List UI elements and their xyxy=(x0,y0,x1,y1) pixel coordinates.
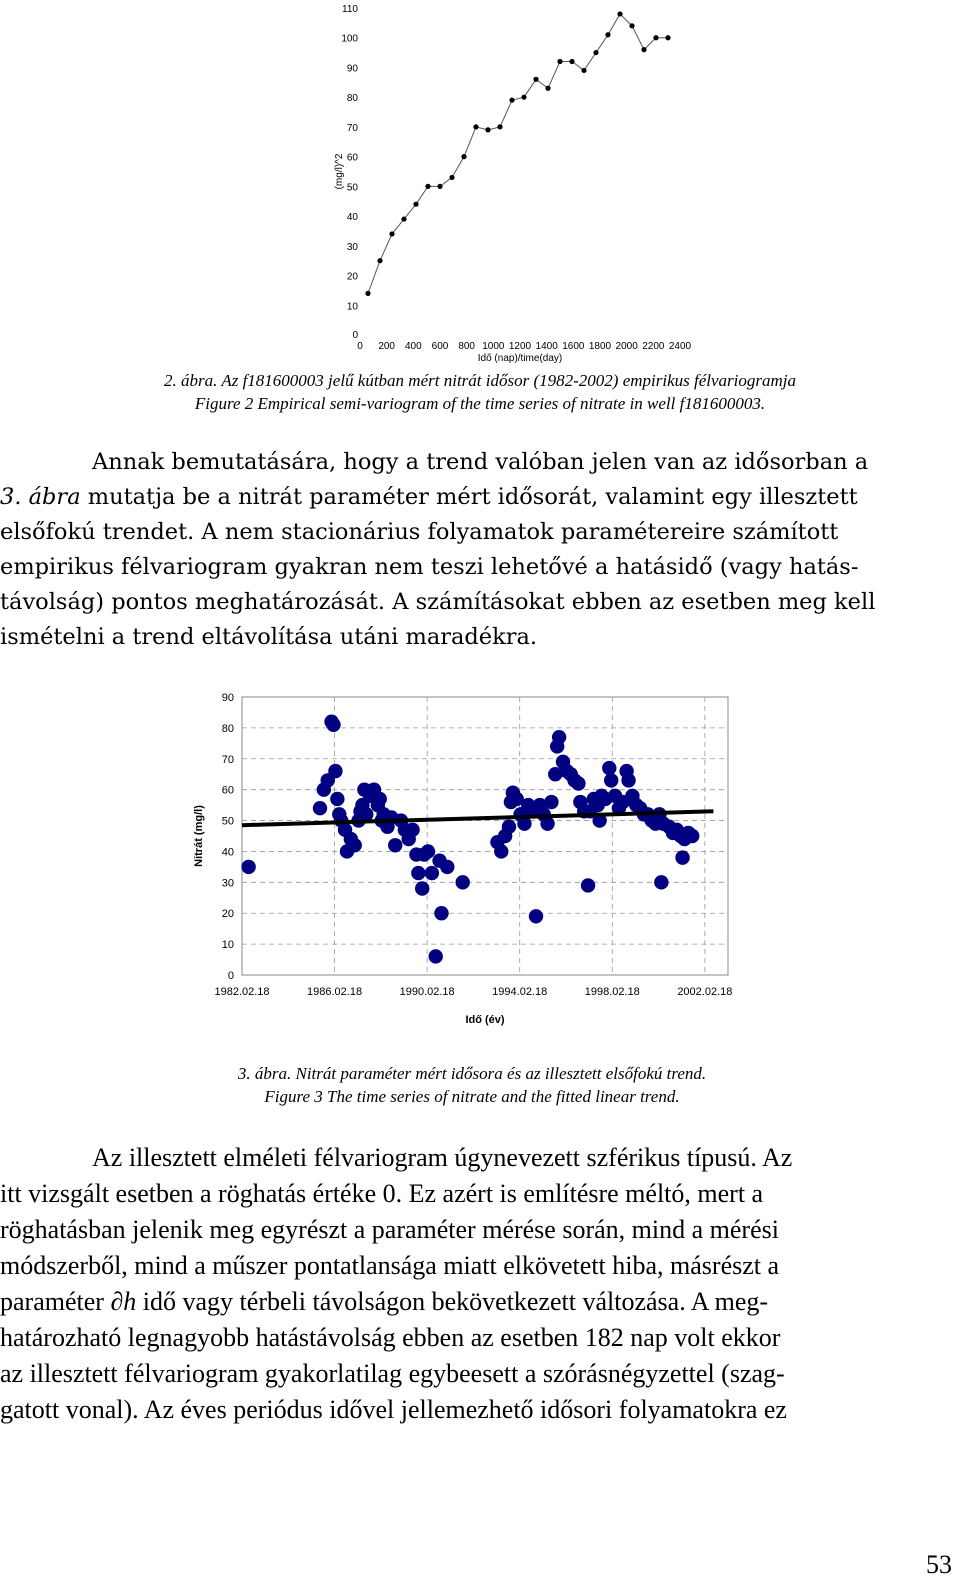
data-point xyxy=(401,216,406,221)
x-tick-label: 1982.02.18 xyxy=(214,986,270,998)
x-tick-label: 2000 xyxy=(615,341,638,352)
paragraph-1 xyxy=(0,445,955,655)
data-point xyxy=(593,50,598,55)
x-tick-label: 1998.02.18 xyxy=(584,986,640,998)
data-point xyxy=(377,258,382,263)
data-point xyxy=(348,838,362,852)
para2-line2: itt vizsgált esetben a röghatás értéke 0. Ez azért is említésre méltó, mert a xyxy=(0,1179,764,1208)
data-point xyxy=(425,866,439,880)
x-axis-title: Idő (nap)/time(day) xyxy=(477,353,563,364)
paragraph-2 xyxy=(0,1140,955,1428)
data-point xyxy=(473,124,478,129)
data-point xyxy=(449,175,454,180)
data-point xyxy=(373,792,387,806)
data-point xyxy=(241,860,255,874)
y-tick-label: 70 xyxy=(221,753,234,766)
y-tick-label: 20 xyxy=(346,271,358,283)
data-point xyxy=(440,860,454,874)
x-tick-label: 2200 xyxy=(642,341,665,352)
x-tick-label: 1990.02.18 xyxy=(399,986,455,998)
data-point xyxy=(529,909,543,923)
data-point xyxy=(685,829,699,843)
figure3-caption-en: Figure 3 The time series of nitrate and the fitted linear trend. xyxy=(264,1087,680,1106)
para1-line6: ismételni a trend eltávolítása utáni maradékra. xyxy=(0,624,538,650)
plot-area xyxy=(242,697,728,975)
data-point xyxy=(497,124,502,129)
y-tick-label: 50 xyxy=(221,815,234,828)
data-point xyxy=(502,820,516,834)
x-axis-title: Idő (év) xyxy=(465,1014,505,1026)
para1-line4: empirikus félvariogram gyakran nem teszi lehetővé a hatásidő (vagy hatás- xyxy=(0,554,859,580)
data-point xyxy=(485,127,490,132)
x-tick-label: 2002.02.18 xyxy=(677,986,733,998)
y-tick-label: 10 xyxy=(221,939,234,952)
data-point xyxy=(429,949,443,963)
y-tick-label: 80 xyxy=(346,93,358,105)
data-point xyxy=(617,11,622,16)
y-tick-label: 60 xyxy=(221,784,234,797)
data-point xyxy=(602,761,616,775)
y-tick-label: 30 xyxy=(221,877,234,890)
data-point xyxy=(494,844,508,858)
data-point xyxy=(330,792,344,806)
data-point xyxy=(437,184,442,189)
data-point xyxy=(571,776,585,790)
data-point xyxy=(456,875,470,889)
data-point xyxy=(461,154,466,159)
y-tick-label: 40 xyxy=(346,212,358,224)
y-tick-label: 10 xyxy=(346,301,358,313)
y-tick-label: 40 xyxy=(221,846,234,859)
x-tick-label: 800 xyxy=(458,341,476,352)
x-tick-label: 1200 xyxy=(508,341,532,352)
data-point xyxy=(675,850,689,864)
x-tick-label: 1986.02.18 xyxy=(307,986,363,998)
y-tick-label: 0 xyxy=(227,970,234,982)
para2-line7: az illesztett félvariogram gyakorlatilag egybeesett a szórásnégyzettel (szag- xyxy=(0,1359,785,1388)
y-tick-label: 30 xyxy=(346,241,358,253)
data-point xyxy=(544,795,558,809)
para1-line3: elsőfokú trendet. A nem stacionárius folyamatok paramétereire számított xyxy=(0,519,839,545)
data-point xyxy=(545,86,550,91)
figure3-reference: 3. ábra xyxy=(0,484,81,510)
data-point xyxy=(411,866,425,880)
data-point xyxy=(413,202,418,207)
y-tick-label: 90 xyxy=(221,692,234,704)
y-tick-label: 70 xyxy=(346,122,358,134)
data-point xyxy=(604,773,618,787)
data-point xyxy=(326,718,340,732)
y-tick-label: 100 xyxy=(341,33,358,45)
para1-line5: távolság) pontos meghatározását. A számításokat ebben az esetben meg kell xyxy=(0,589,876,615)
data-point xyxy=(365,291,370,296)
x-tick-label: 1600 xyxy=(562,341,585,352)
data-point xyxy=(581,878,595,892)
data-point xyxy=(552,730,566,744)
para2-line1: Az illesztett elméleti félvariogram úgynevezett szférikus típusú. Az xyxy=(92,1143,793,1172)
x-tick-label: 1800 xyxy=(588,341,612,352)
y-axis-title: (mg/l)^2 xyxy=(334,153,345,190)
para1-line2: 3. ábra mutatja be a nitrát paraméter mért idősorát, valamint egy illesztett xyxy=(0,484,858,510)
para2-line3: röghatásban jelenik meg egyrészt a paraméter mérése során, mind a mérési xyxy=(0,1215,779,1244)
data-point xyxy=(421,844,435,858)
x-tick-label: 600 xyxy=(431,341,449,352)
y-tick-label: 20 xyxy=(221,908,234,921)
data-point xyxy=(533,77,538,82)
data-point xyxy=(425,184,430,189)
data-point xyxy=(509,98,514,103)
y-tick-label: 110 xyxy=(342,4,358,15)
para2-line8: gatott vonal). Az éves periódus idővel jellemezhető idősori folyamatokra ez xyxy=(0,1395,787,1424)
data-point xyxy=(415,881,429,895)
data-point xyxy=(621,773,635,787)
x-tick-label: 2400 xyxy=(668,341,692,352)
data-point xyxy=(434,906,448,920)
data-point xyxy=(581,68,586,73)
data-point xyxy=(540,816,554,830)
x-tick-label: 200 xyxy=(378,341,396,352)
data-point xyxy=(313,801,327,815)
page-number: 53 xyxy=(926,1550,952,1579)
x-tick-label: 0 xyxy=(357,341,363,352)
data-point xyxy=(569,59,574,64)
figure3-caption-hu: 3. ábra. Nitrát paraméter mért idősora és az illesztett elsőfokú trend. xyxy=(237,1064,707,1083)
x-tick-label: 400 xyxy=(404,341,422,352)
y-axis-title: Nitrát (mg/l) xyxy=(193,805,205,867)
data-point xyxy=(654,875,668,889)
series-line xyxy=(368,14,668,293)
data-point xyxy=(328,764,342,778)
partial-h-symbol: ∂h xyxy=(110,1287,137,1316)
data-point xyxy=(629,23,634,28)
data-point xyxy=(557,59,562,64)
data-point xyxy=(653,35,658,40)
nitrate-time-series-chart xyxy=(180,680,760,1040)
data-point xyxy=(641,47,646,52)
x-tick-label: 1994.02.18 xyxy=(492,986,548,998)
y-tick-label: 90 xyxy=(346,63,358,75)
figure2-caption-en: Figure 2 Empirical semi-variogram of the time series of nitrate in well f181600003. xyxy=(194,394,766,413)
para2-line4: módszerből, mind a műszer pontatlansága miatt elkövetett hiba, másrészt a xyxy=(0,1251,780,1280)
y-tick-label: 60 xyxy=(346,152,358,164)
figure2-caption-hu: 2. ábra. Az f181600003 jelű kútban mért nitrát idősor (1982-2002) empirikus félvariogramja xyxy=(164,371,796,390)
semivariogram-chart xyxy=(320,0,740,370)
data-point xyxy=(389,231,394,236)
para1-line1: Annak bemutatására, hogy a trend valóban jelen van az idősorban a xyxy=(92,449,869,475)
data-point xyxy=(665,35,670,40)
x-tick-label: 1400 xyxy=(535,341,558,352)
data-point xyxy=(405,823,419,837)
y-tick-label: 50 xyxy=(346,182,358,194)
para2-line5: paraméter ∂h idő vagy térbeli távolságon bekövetkezett változása. A meg- xyxy=(0,1287,769,1316)
y-tick-label: 80 xyxy=(221,722,234,735)
data-point xyxy=(388,838,402,852)
para2-line6: határozható legnagyobb hatástávolság ebben az esetben 182 nap volt ekkor xyxy=(0,1323,781,1352)
data-point xyxy=(521,95,526,100)
y-tick-label: 0 xyxy=(352,330,358,341)
data-point xyxy=(605,32,610,37)
x-tick-label: 1000 xyxy=(482,341,505,352)
